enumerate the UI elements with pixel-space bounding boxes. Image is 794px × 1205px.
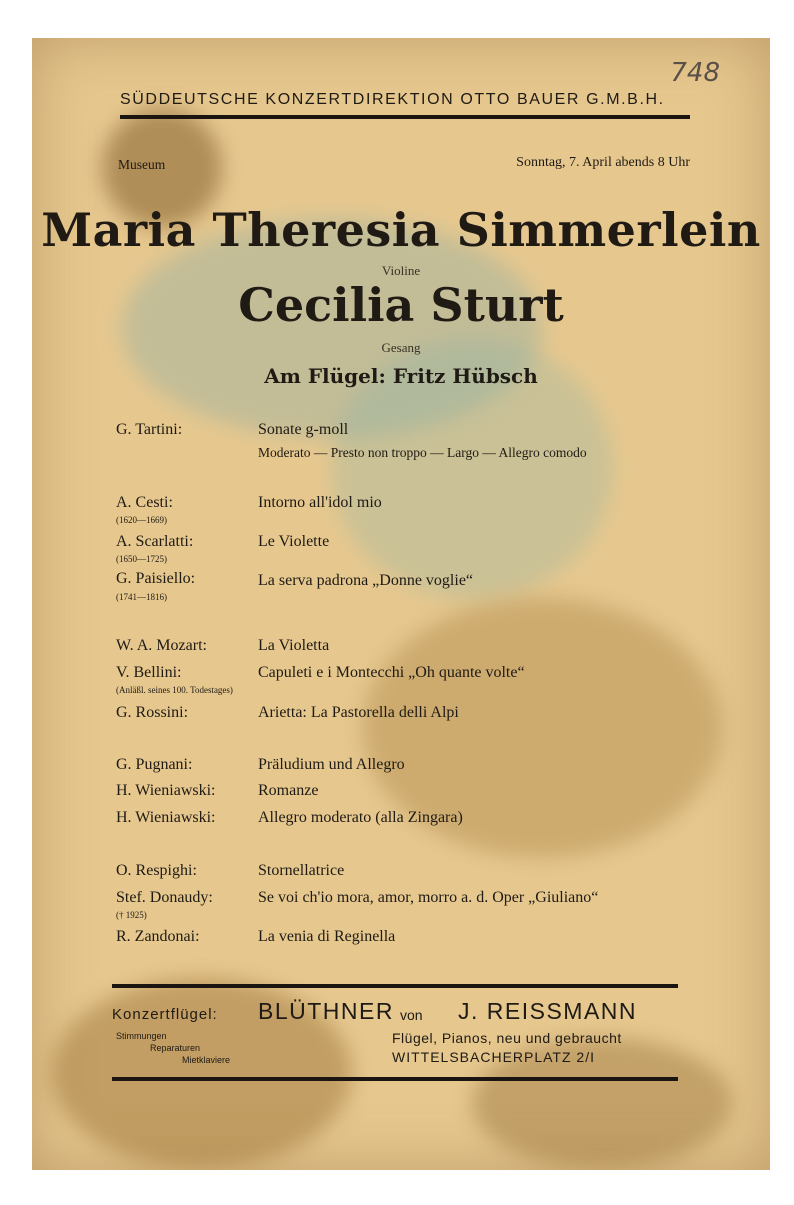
composer: R. Zandonai: <box>116 928 200 945</box>
composer: G. Pugnani: <box>116 756 193 773</box>
footer-rule-bottom <box>112 1077 678 1081</box>
composer: G. Rossini: <box>116 704 189 721</box>
work-title: Capuleti e i Montecchi „Oh quante volte“ <box>258 664 525 681</box>
concert-datetime: Sonntag, 7. April abends 8 Uhr <box>516 155 690 170</box>
work-movements: Moderato — Presto non troppo — Largo — Allegro comodo <box>258 445 587 460</box>
work-title: Arietta: La Pastorella delli Alpi <box>258 704 459 721</box>
composer: H. Wieniawski: <box>116 782 216 799</box>
work-title: Stornellatrice <box>258 862 345 879</box>
von-text: von <box>400 1007 423 1023</box>
performer-name-1: Maria Theresia Simmerlein <box>41 203 761 257</box>
handwritten-number: 748 <box>670 58 720 88</box>
work-title: Romanze <box>258 782 319 799</box>
composer: A. Cesti: <box>116 494 173 511</box>
products-text: Flügel, Pianos, neu und gebraucht <box>392 1030 622 1046</box>
performer-name-2: Cecilia Sturt <box>238 278 564 332</box>
composer: G. Tartini: <box>116 421 183 438</box>
composer-dates: (1741—1816) <box>116 592 167 602</box>
work-title: Allegro moderato (alla Zingara) <box>258 809 463 826</box>
performer-role-1: Violine <box>381 263 421 278</box>
composer: A. Scarlatti: <box>116 533 194 550</box>
address-text: WITTELSBACHERPLATZ 2/I <box>392 1049 595 1065</box>
work-title: Se voi ch'io mora, amor, morro a. d. Oper „Giuliano“ <box>258 889 599 906</box>
composer-dates: (Anläßl. seines 100. Todestages) <box>116 685 233 695</box>
composer-dates: (1620—1669) <box>116 515 167 525</box>
venue: Museum <box>118 157 166 172</box>
service-item: Mietklaviere <box>182 1055 231 1065</box>
work-title: La serva padrona „Donne voglie“ <box>258 572 474 589</box>
composer: O. Respighi: <box>116 862 197 879</box>
work-title: La venia di Reginella <box>258 928 396 945</box>
program-sheet <box>32 38 770 1170</box>
composer: G. Paisiello: <box>116 570 196 587</box>
work-title: Sonate g-moll <box>258 421 349 438</box>
header-rule <box>120 115 690 119</box>
work-title: Le Violette <box>258 533 330 550</box>
composer: W. A. Mozart: <box>116 637 207 654</box>
service-item: Reparaturen <box>150 1043 201 1053</box>
composer: Stef. Donaudy: <box>116 889 213 906</box>
work-title: Intorno all'idol mio <box>258 494 382 511</box>
composer-dates: († 1925) <box>116 910 147 920</box>
work-title: Präludium und Allegro <box>258 756 405 773</box>
accompanist: Am Flügel: Fritz Hübsch <box>264 364 538 388</box>
dealer-name: J. REISSMANN <box>458 998 638 1024</box>
service-item: Stimmungen <box>116 1031 167 1041</box>
footer-label: Konzertflügel: <box>112 1006 218 1023</box>
work-title: La Violetta <box>258 637 330 654</box>
composer: V. Bellini: <box>116 664 182 681</box>
agency-header: SÜDDEUTSCHE KONZERTDIREKTION OTTO BAUER G.M.B.H. <box>120 91 665 108</box>
performer-role-2: Gesang <box>381 340 421 355</box>
composer-dates: (1650—1725) <box>116 554 167 564</box>
composer: H. Wieniawski: <box>116 809 216 826</box>
footer-rule-top <box>112 984 678 988</box>
brand-name: BLÜTHNER <box>258 998 394 1024</box>
